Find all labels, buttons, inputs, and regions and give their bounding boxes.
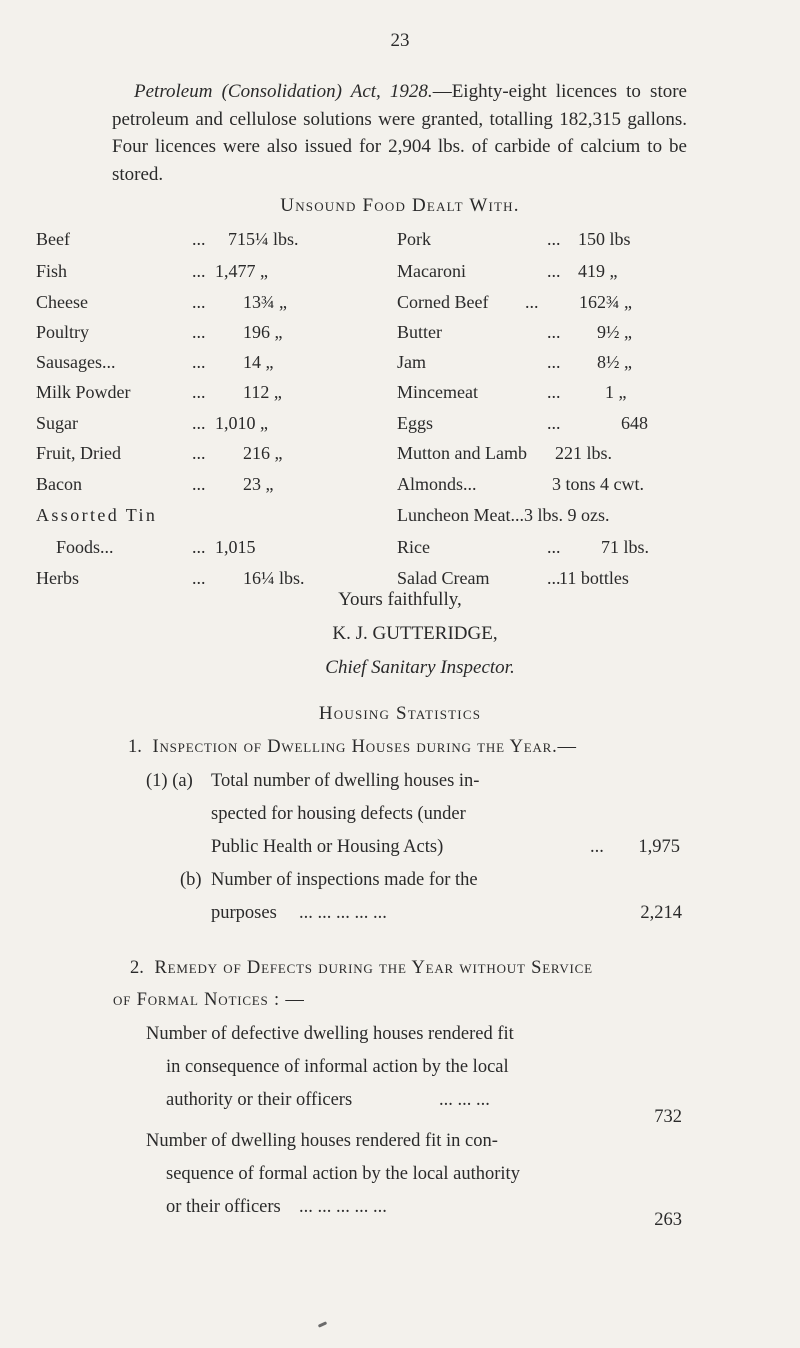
item-d-line-2: sequence of formal action by the local authority (166, 1164, 520, 1184)
right-food-qty: 11 bottles (559, 568, 629, 588)
left-food-qty: 1,015 (215, 537, 256, 557)
right-food-qty: 150 lbs (578, 229, 631, 249)
item-c-value: 732 (654, 1107, 682, 1127)
page-number: 23 (390, 30, 410, 51)
right-food-item: Salad Cream (397, 568, 490, 588)
right-food-item: Pork (397, 229, 432, 249)
housing-statistics-heading: Housing Statistics (318, 703, 482, 724)
right-food-item: Eggs (397, 413, 433, 433)
section-1-title: Inspection of Dwelling Houses during the Year.— (152, 737, 577, 757)
section-2-number: 2. (130, 958, 144, 978)
left-food-dots: ... (192, 443, 206, 463)
left-food-item: Foods... (56, 537, 114, 557)
left-food-dots: ... (192, 382, 206, 402)
right-food-qty: 9½ „ (597, 322, 632, 342)
unsound-food-heading: Unsound Food Dealt With. (280, 195, 520, 216)
section-2-title-line-2-wrap (113, 990, 305, 1011)
right-food-dots: ... (547, 322, 561, 342)
right-food-item: Mutton and Lamb (397, 443, 527, 463)
left-food-dots: ... (192, 413, 206, 433)
item-a-line-3: Public Health or Housing Acts) (211, 837, 444, 857)
left-food-item: Sausages... (36, 352, 116, 372)
section-2-heading (130, 958, 593, 979)
right-food-item: Jam (397, 352, 426, 372)
petroleum-paragraph (112, 78, 687, 188)
left-food-item: Fish (36, 261, 68, 281)
left-food-dots: ... (192, 292, 206, 312)
petroleum-text: —Eighty-eight licences to store petroleum and cellulose solutions were granted, totalling 182,315 gallons. Four licences were also issued for 2,904 lbs. of carbide of calcium to be stored. (112, 81, 687, 185)
left-food-qty: 1,010 „ (215, 413, 268, 433)
section-2-title-line-1: Remedy of Defects during the Year without Service (154, 958, 593, 978)
right-food-item: Rice (397, 537, 430, 557)
signature-closing: Yours faithfully, (338, 589, 462, 610)
right-food-dots: ... (547, 537, 561, 557)
signature-title: Chief Sanitary Inspector. (325, 657, 515, 678)
right-food-item: Mincemeat (397, 382, 478, 402)
right-food-dots: ... (525, 292, 539, 312)
left-food-item: Fruit, Dried (36, 443, 121, 463)
item-d-line-1: Number of dwelling houses rendered fit in con- (146, 1131, 498, 1151)
ink-mark (318, 1321, 327, 1328)
left-food-qty: 16¼ lbs. (243, 568, 305, 588)
left-food-dots: ... (192, 229, 206, 249)
left-food-item: Assorted Tin (36, 505, 158, 525)
left-food-qty: 112 „ (243, 382, 282, 402)
item-b-dots: ... ... ... ... ... (299, 903, 387, 923)
left-food-qty: 216 „ (243, 443, 283, 463)
left-food-dots: ... (192, 352, 206, 372)
item-d-line-3: or their officers (166, 1197, 281, 1217)
left-food-qty: 196 „ (243, 322, 283, 342)
left-food-item: Cheese (36, 292, 88, 312)
item-a-dots: ... (590, 837, 604, 857)
right-food-qty: 8½ „ (597, 352, 632, 372)
right-food-qty: 419 „ (578, 261, 618, 281)
right-food-item: Butter (397, 322, 442, 342)
right-food-qty: 1 „ (605, 382, 627, 402)
right-food-qty: 162¾ „ (579, 292, 632, 312)
item-c-dots: ... ... ... (439, 1090, 490, 1110)
right-food-dots: ... (547, 382, 561, 402)
signature-name: K. J. GUTTERIDGE, (332, 623, 498, 644)
item-a-line-1: Total number of dwelling houses in- (211, 771, 480, 791)
right-food-item: Almonds... (397, 474, 477, 494)
left-food-dots: ... (192, 568, 206, 588)
left-food-qty: 13¾ „ (243, 292, 287, 312)
right-food-dots: ... (547, 352, 561, 372)
left-food-item: Poultry (36, 322, 90, 342)
left-food-qty: 23 „ (243, 474, 274, 494)
left-food-dots: ... (192, 261, 206, 281)
item-a-value: 1,975 (638, 837, 680, 857)
left-food-dots: ... (192, 474, 206, 494)
section-1-heading (128, 737, 577, 758)
section-1-number: 1. (128, 737, 142, 757)
left-food-item: Bacon (36, 474, 82, 494)
right-food-qty: 3 tons 4 cwt. (552, 474, 644, 494)
right-food-qty: 71 lbs. (601, 537, 650, 557)
right-food-item: Corned Beef (397, 292, 489, 312)
item-c-line-2: in consequence of informal action by the local (166, 1057, 509, 1077)
item-b-line-2: purposes (211, 903, 277, 923)
item-a-label: (1) (a) (146, 771, 193, 791)
left-food-dots: ... (192, 322, 206, 342)
right-food-dots: ... (547, 261, 561, 281)
item-c-line-3: authority or their officers (166, 1090, 353, 1110)
right-food-qty: 221 lbs. (555, 443, 613, 463)
item-d-dots: ... ... ... ... ... (299, 1197, 387, 1217)
left-food-item: Sugar (36, 413, 78, 433)
item-b-line-1: Number of inspections made for the (211, 870, 478, 890)
item-d-value: 263 (654, 1210, 682, 1230)
left-food-qty: 715¼ lbs. (228, 229, 299, 249)
item-b-label: (b) (180, 870, 202, 890)
right-food-dots: ... (547, 568, 561, 588)
act-title: Petroleum (Consolidation) Act, 1928. (134, 81, 433, 102)
left-food-dots: ... (192, 537, 206, 557)
right-food-qty: 648 (621, 413, 648, 433)
section-2-title-line-2: of Formal Notices : — (113, 990, 305, 1010)
left-food-item: Herbs (36, 568, 79, 588)
item-b-value: 2,214 (640, 903, 682, 923)
item-a-line-2: spected for housing defects (under (211, 804, 466, 824)
right-food-dots: ... (547, 413, 561, 433)
left-food-qty: 14 „ (243, 352, 274, 372)
right-food-dots: ... (547, 229, 561, 249)
right-food-item: Macaroni (397, 261, 466, 281)
item-c-line-1: Number of defective dwelling houses rendered fit (146, 1024, 514, 1044)
left-food-item: Beef (36, 229, 70, 249)
left-food-item: Milk Powder (36, 382, 131, 402)
left-food-qty: 1,477 „ (215, 261, 268, 281)
right-food-item: Luncheon Meat...3 lbs. 9 ozs. (397, 505, 610, 525)
